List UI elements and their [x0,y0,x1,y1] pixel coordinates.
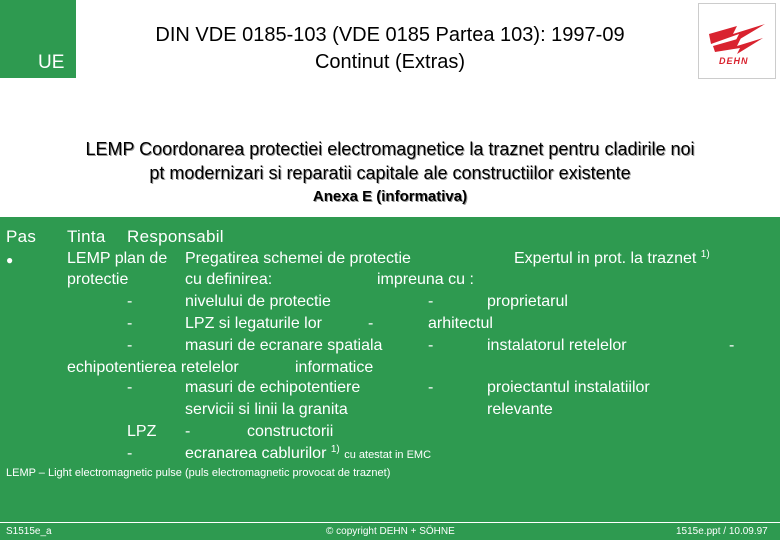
dash: - [428,337,434,354]
item-4-cont: servicii si linii la granita [185,401,348,418]
item-3: masuri de ecranare spatiala [185,337,383,354]
slide-subtitle [0,137,780,185]
dash: - [127,293,133,310]
bullet-icon: ● [6,253,14,267]
responsible-3: instalatorul retelelor [487,337,627,354]
column-header-pas: Pas [6,227,37,246]
item-2: LPZ si legaturile lor [185,315,322,332]
responsible-4-cont: relevante [487,401,553,418]
responsible-3-cont: informatice [295,359,374,376]
dash: - [127,337,133,354]
dash: - [428,379,434,396]
dash: - [428,293,434,310]
responsible-together: impreuna cu : [377,271,474,288]
dehn-logo [698,3,776,79]
lightning-bolt-icon [707,20,767,56]
annex-label: Anexa E (informativa) [312,188,468,205]
dash: - [729,337,735,354]
dash: - [127,379,133,396]
title-line-1: DIN VDE 0185-103 (VDE 0185 Partea 103): 1997-09 [155,24,625,46]
dash: - [185,423,191,440]
content-panel [0,217,780,522]
footer-copyright: © copyright DEHN + SÖHNE [326,526,455,537]
responsible-2: arhitectul [428,315,493,332]
item-5: ecranarea cablurilor $^{1)}$ cu atestat in EMC [185,444,432,462]
lemp-definition: LEMP – Light electromagnetic pulse (puls electromagnetic provocat de traznet) [6,467,391,479]
goal-with: cu definirea: [185,271,273,288]
dash: - [368,315,374,332]
item-4: masuri de echipotentiere [185,379,361,396]
lpz-label: LPZ [127,423,157,440]
item-1: nivelului de protectie [185,293,331,310]
dash: - [127,315,133,332]
subtitle-line-1: LEMP Coordonarea protectiei electromagnetice la traznet pentru cladirile noi [85,139,695,159]
title-line-2: Continut (Extras) [314,51,466,73]
subtitle-line-2: pt modernizari si reparatii capitale ale constructiilor existente [149,163,631,183]
item-5-note: cu atestat in EMC [344,449,432,461]
column-header-tinta: Tinta [67,227,106,246]
footnote-mark: 1) [330,444,340,455]
page-title [88,22,692,76]
responsible-5: constructorii [247,423,334,440]
item-3-cont: echipotentierea retelelor [67,359,239,376]
ue-label: UE [38,52,65,73]
logo-text: DEHN [719,56,749,66]
responsible-title: Expertul in prot. la traznet $^{1)}$ [514,249,710,267]
step-name-cont: protectie [67,271,129,288]
footer-file-date: 1515e.ppt / 10.09.97 [676,526,768,537]
responsible-1: proprietarul [487,293,568,310]
step-name: LEMP plan de [67,250,168,267]
goal-title: Pregatirea schemei de protectie [185,250,411,267]
dash: - [127,445,133,462]
footnote-mark: 1) [700,249,710,260]
responsible-4: proiectantul instalatiilor [487,379,650,396]
footer-slide-id: S1515e_a [6,526,52,537]
ue-badge [0,0,76,78]
column-header-responsabil: Responsabil [127,227,224,246]
